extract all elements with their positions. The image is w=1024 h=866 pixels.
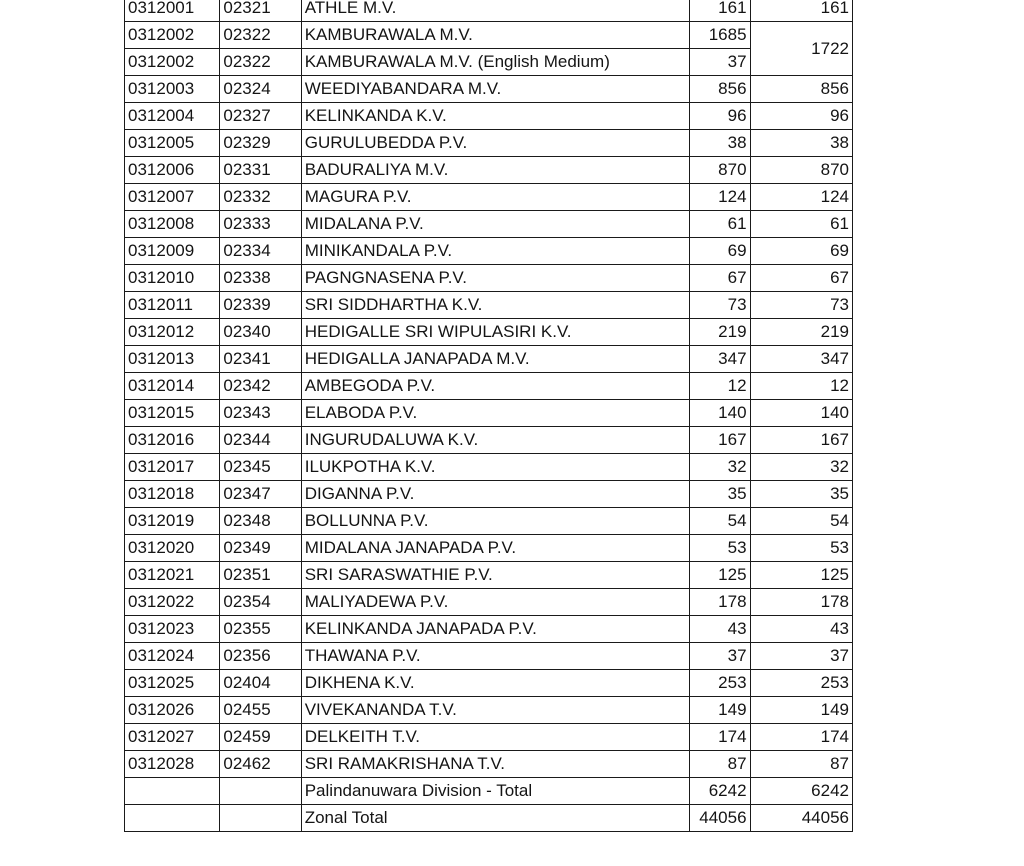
school-name-cell: ATHLE M.V. xyxy=(301,0,690,22)
census-number-cell: 0312004 xyxy=(125,103,220,130)
student-count-cell: 61 xyxy=(690,211,750,238)
school-name-cell: HEDIGALLE SRI WIPULASIRI K.V. xyxy=(301,319,690,346)
student-count-cell: 253 xyxy=(690,670,750,697)
census-number-cell: 0312012 xyxy=(125,319,220,346)
school-total-cell: 12 xyxy=(750,373,852,400)
student-count-cell: 167 xyxy=(690,427,750,454)
school-code-cell: 02332 xyxy=(220,184,301,211)
school-name-cell: SRI SIDDHARTHA K.V. xyxy=(301,292,690,319)
census-number-cell: 0312013 xyxy=(125,346,220,373)
table-body xyxy=(125,0,853,832)
summary-total-cell: 44056 xyxy=(750,805,852,832)
school-total-cell: 67 xyxy=(750,265,852,292)
summary-label-cell: Palindanuwara Division - Total xyxy=(301,778,690,805)
table-row xyxy=(125,724,853,751)
school-name-cell: AMBEGODA P.V. xyxy=(301,373,690,400)
school-code-cell: 02462 xyxy=(220,751,301,778)
census-number-cell: 0312009 xyxy=(125,238,220,265)
table-row xyxy=(125,535,853,562)
table-row xyxy=(125,373,853,400)
school-total-cell: 61 xyxy=(750,211,852,238)
school-total-cell: 96 xyxy=(750,103,852,130)
school-name-cell: BADURALIYA M.V. xyxy=(301,157,690,184)
census-number-cell: 0312011 xyxy=(125,292,220,319)
school-name-cell: DELKEITH T.V. xyxy=(301,724,690,751)
census-number-cell: 0312015 xyxy=(125,400,220,427)
school-name-cell: SRI RAMAKRISHANA T.V. xyxy=(301,751,690,778)
school-total-cell: 54 xyxy=(750,508,852,535)
table-row xyxy=(125,292,853,319)
census-number-cell: 0312019 xyxy=(125,508,220,535)
school-total-cell: 174 xyxy=(750,724,852,751)
census-number-cell: 0312018 xyxy=(125,481,220,508)
student-count-cell: 161 xyxy=(690,0,750,22)
school-name-cell: VIVEKANANDA T.V. xyxy=(301,697,690,724)
school-name-cell: DIKHENA K.V. xyxy=(301,670,690,697)
student-count-cell: 69 xyxy=(690,238,750,265)
summary-label-cell: Zonal Total xyxy=(301,805,690,832)
school-name-cell: MIDALANA P.V. xyxy=(301,211,690,238)
student-count-cell: 32 xyxy=(690,454,750,481)
school-name-cell: WEEDIYABANDARA M.V. xyxy=(301,76,690,103)
school-code-cell: 02341 xyxy=(220,346,301,373)
school-code-cell: 02345 xyxy=(220,454,301,481)
census-number-cell: 0312017 xyxy=(125,454,220,481)
school-total-cell: 1722 xyxy=(750,22,852,76)
student-count-cell: 174 xyxy=(690,724,750,751)
student-count-cell: 140 xyxy=(690,400,750,427)
empty-cell xyxy=(125,805,220,832)
census-number-cell: 0312003 xyxy=(125,76,220,103)
school-code-cell: 02333 xyxy=(220,211,301,238)
table-row xyxy=(125,0,853,22)
table-row xyxy=(125,562,853,589)
census-number-cell: 0312025 xyxy=(125,670,220,697)
table-row xyxy=(125,130,853,157)
school-code-cell: 02404 xyxy=(220,670,301,697)
census-number-cell: 0312020 xyxy=(125,535,220,562)
school-code-cell: 02321 xyxy=(220,0,301,22)
school-code-cell: 02339 xyxy=(220,292,301,319)
school-code-cell: 02348 xyxy=(220,508,301,535)
school-total-cell: 37 xyxy=(750,643,852,670)
table-row xyxy=(125,616,853,643)
summary-count-cell: 44056 xyxy=(690,805,750,832)
school-name-cell: GURULUBEDDA P.V. xyxy=(301,130,690,157)
census-number-cell: 0312010 xyxy=(125,265,220,292)
school-total-cell: 124 xyxy=(750,184,852,211)
school-name-cell: KELINKANDA K.V. xyxy=(301,103,690,130)
school-name-cell: HEDIGALLA JANAPADA M.V. xyxy=(301,346,690,373)
school-total-cell: 167 xyxy=(750,427,852,454)
school-total-cell: 149 xyxy=(750,697,852,724)
school-code-cell: 02459 xyxy=(220,724,301,751)
school-code-cell: 02351 xyxy=(220,562,301,589)
census-number-cell: 0312008 xyxy=(125,211,220,238)
school-total-cell: 870 xyxy=(750,157,852,184)
student-count-cell: 37 xyxy=(690,643,750,670)
table-row xyxy=(125,697,853,724)
census-number-cell: 0312023 xyxy=(125,616,220,643)
school-name-cell: KAMBURAWALA M.V. xyxy=(301,22,690,49)
school-total-cell: 125 xyxy=(750,562,852,589)
student-count-cell: 149 xyxy=(690,697,750,724)
student-count-cell: 347 xyxy=(690,346,750,373)
student-count-cell: 73 xyxy=(690,292,750,319)
table-row xyxy=(125,76,853,103)
student-count-cell: 125 xyxy=(690,562,750,589)
student-count-cell: 38 xyxy=(690,130,750,157)
student-count-cell: 12 xyxy=(690,373,750,400)
school-code-cell: 02344 xyxy=(220,427,301,454)
table-row xyxy=(125,238,853,265)
census-number-cell: 0312027 xyxy=(125,724,220,751)
school-name-cell: BOLLUNNA P.V. xyxy=(301,508,690,535)
student-count-cell: 1685 xyxy=(690,22,750,49)
school-total-cell: 856 xyxy=(750,76,852,103)
school-name-cell: SRI SARASWATHIE P.V. xyxy=(301,562,690,589)
summary-count-cell: 6242 xyxy=(690,778,750,805)
school-table xyxy=(124,0,853,832)
table-row xyxy=(125,481,853,508)
student-count-cell: 37 xyxy=(690,49,750,76)
table-row xyxy=(125,22,853,49)
table-row xyxy=(125,454,853,481)
census-number-cell: 0312024 xyxy=(125,643,220,670)
school-code-cell: 02324 xyxy=(220,76,301,103)
empty-cell xyxy=(220,778,301,805)
school-total-cell: 178 xyxy=(750,589,852,616)
school-name-cell: MINIKANDALA P.V. xyxy=(301,238,690,265)
school-code-cell: 02322 xyxy=(220,22,301,49)
census-number-cell: 0312014 xyxy=(125,373,220,400)
student-count-cell: 856 xyxy=(690,76,750,103)
school-code-cell: 02343 xyxy=(220,400,301,427)
table-row xyxy=(125,103,853,130)
school-total-cell: 347 xyxy=(750,346,852,373)
summary-row xyxy=(125,778,853,805)
school-name-cell: ILUKPOTHA K.V. xyxy=(301,454,690,481)
school-name-cell: MALIYADEWA P.V. xyxy=(301,589,690,616)
census-number-cell: 0312006 xyxy=(125,157,220,184)
school-total-cell: 43 xyxy=(750,616,852,643)
school-name-cell: DIGANNA P.V. xyxy=(301,481,690,508)
school-name-cell: PAGNGNASENA P.V. xyxy=(301,265,690,292)
school-code-cell: 02327 xyxy=(220,103,301,130)
school-total-cell: 161 xyxy=(750,0,852,22)
school-code-cell: 02347 xyxy=(220,481,301,508)
school-code-cell: 02322 xyxy=(220,49,301,76)
school-code-cell: 02338 xyxy=(220,265,301,292)
school-code-cell: 02354 xyxy=(220,589,301,616)
school-total-cell: 253 xyxy=(750,670,852,697)
table-row xyxy=(125,184,853,211)
school-name-cell: MIDALANA JANAPADA P.V. xyxy=(301,535,690,562)
census-number-cell: 0312001 xyxy=(125,0,220,22)
table-row xyxy=(125,346,853,373)
census-number-cell: 0312002 xyxy=(125,49,220,76)
table-row xyxy=(125,589,853,616)
table-row xyxy=(125,265,853,292)
school-name-cell: INGURUDALUWA K.V. xyxy=(301,427,690,454)
student-count-cell: 178 xyxy=(690,589,750,616)
census-number-cell: 0312022 xyxy=(125,589,220,616)
school-name-cell: KELINKANDA JANAPADA P.V. xyxy=(301,616,690,643)
student-count-cell: 219 xyxy=(690,319,750,346)
table-row xyxy=(125,400,853,427)
student-count-cell: 124 xyxy=(690,184,750,211)
school-total-cell: 53 xyxy=(750,535,852,562)
school-code-cell: 02356 xyxy=(220,643,301,670)
school-name-cell: ELABODA P.V. xyxy=(301,400,690,427)
table-row xyxy=(125,751,853,778)
student-count-cell: 43 xyxy=(690,616,750,643)
school-total-cell: 38 xyxy=(750,130,852,157)
school-code-cell: 02331 xyxy=(220,157,301,184)
school-total-cell: 87 xyxy=(750,751,852,778)
student-count-cell: 35 xyxy=(690,481,750,508)
census-number-cell: 0312002 xyxy=(125,22,220,49)
school-name-cell: MAGURA P.V. xyxy=(301,184,690,211)
student-count-cell: 870 xyxy=(690,157,750,184)
school-total-cell: 140 xyxy=(750,400,852,427)
summary-total-cell: 6242 xyxy=(750,778,852,805)
table-row xyxy=(125,319,853,346)
empty-cell xyxy=(220,805,301,832)
school-total-cell: 35 xyxy=(750,481,852,508)
student-count-cell: 54 xyxy=(690,508,750,535)
student-count-cell: 87 xyxy=(690,751,750,778)
school-name-cell: THAWANA P.V. xyxy=(301,643,690,670)
school-code-cell: 02342 xyxy=(220,373,301,400)
census-number-cell: 0312005 xyxy=(125,130,220,157)
census-number-cell: 0312016 xyxy=(125,427,220,454)
table-row xyxy=(125,643,853,670)
school-total-cell: 69 xyxy=(750,238,852,265)
school-total-cell: 32 xyxy=(750,454,852,481)
table-row xyxy=(125,508,853,535)
table-row xyxy=(125,670,853,697)
school-code-cell: 02349 xyxy=(220,535,301,562)
table-row xyxy=(125,211,853,238)
school-code-cell: 02329 xyxy=(220,130,301,157)
table-row xyxy=(125,427,853,454)
table-row xyxy=(125,49,853,76)
school-code-cell: 02334 xyxy=(220,238,301,265)
school-code-cell: 02455 xyxy=(220,697,301,724)
student-count-cell: 67 xyxy=(690,265,750,292)
summary-row xyxy=(125,805,853,832)
census-number-cell: 0312028 xyxy=(125,751,220,778)
student-count-cell: 53 xyxy=(690,535,750,562)
census-number-cell: 0312021 xyxy=(125,562,220,589)
census-number-cell: 0312007 xyxy=(125,184,220,211)
school-name-cell: KAMBURAWALA M.V. (English Medium) xyxy=(301,49,690,76)
school-code-cell: 02340 xyxy=(220,319,301,346)
student-count-cell: 96 xyxy=(690,103,750,130)
school-total-cell: 219 xyxy=(750,319,852,346)
census-number-cell: 0312026 xyxy=(125,697,220,724)
school-total-cell: 73 xyxy=(750,292,852,319)
school-code-cell: 02355 xyxy=(220,616,301,643)
empty-cell xyxy=(125,778,220,805)
table-row xyxy=(125,157,853,184)
